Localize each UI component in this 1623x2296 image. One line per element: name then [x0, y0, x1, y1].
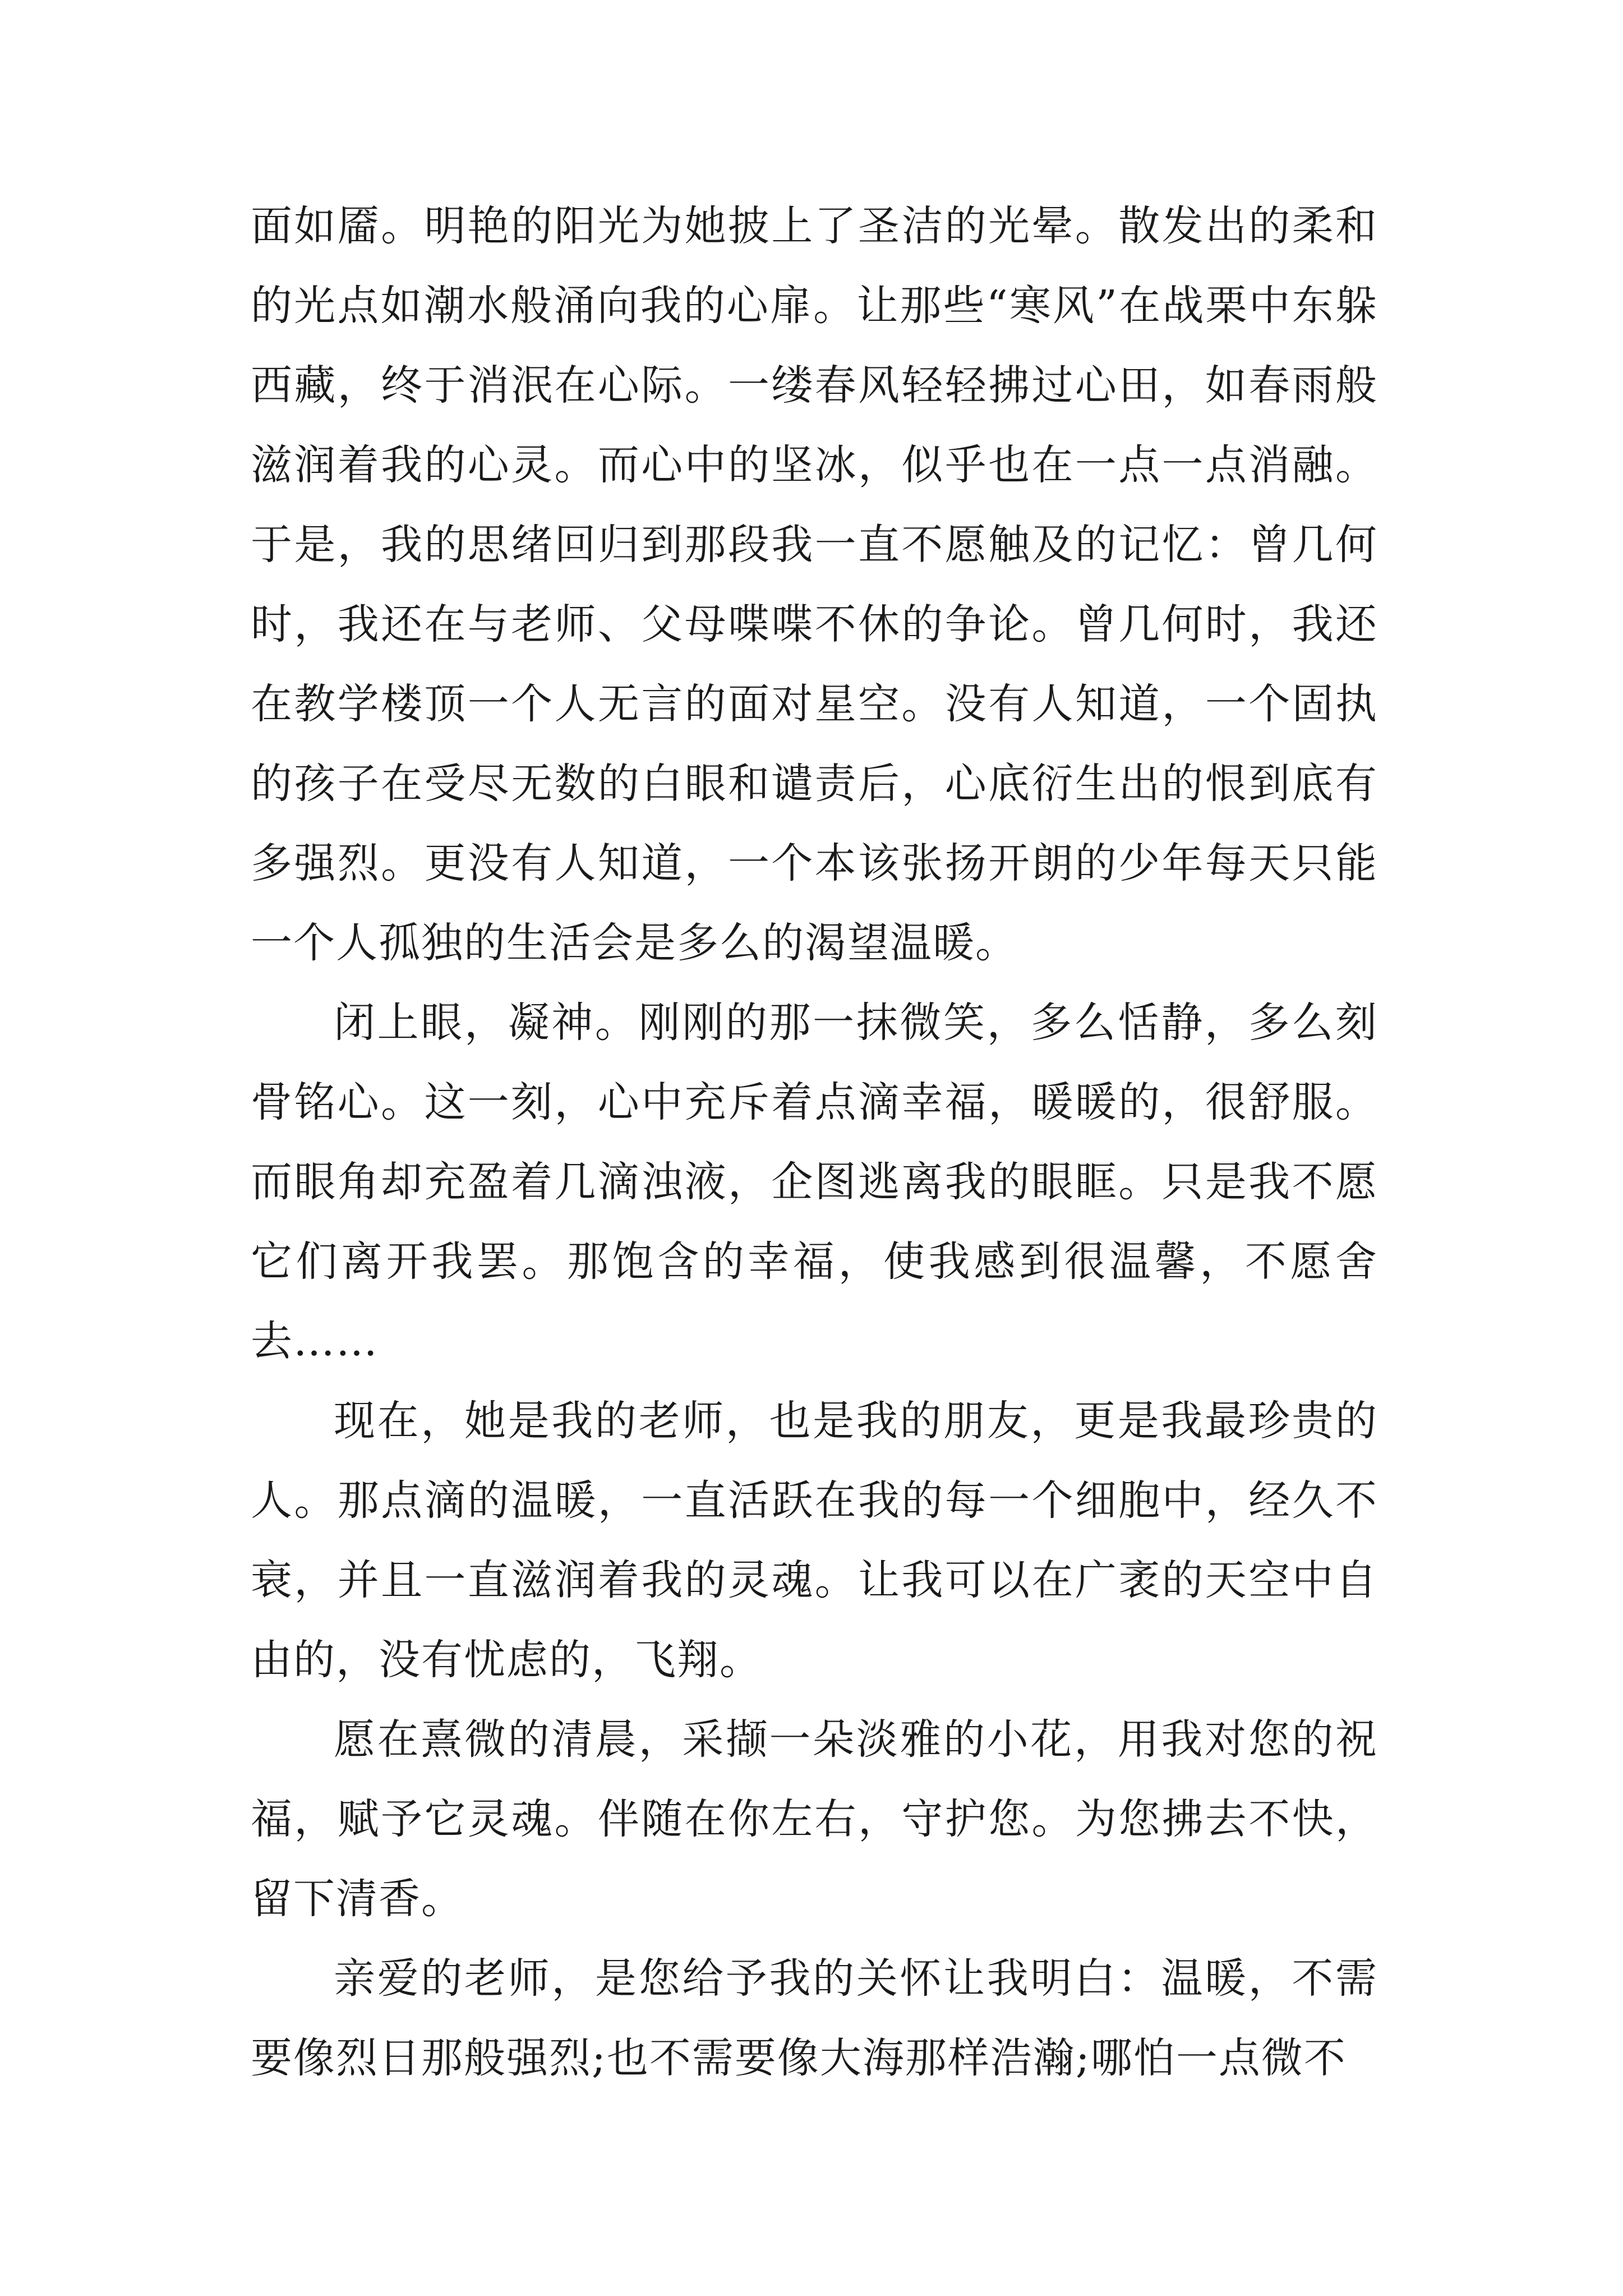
paragraph-5: 亲爱的老师，是您给予我的关怀让我明白：温暖，不需要像烈日那般强烈;也不需要像大海那样浩瀚;哪怕一点微不 [251, 1954, 1378, 2082]
document-body [251, 186, 1378, 2098]
paragraph-2: 闭上眼，凝神。刚刚的那一抹微笑，多么恬静，多么刻骨铭心。这一刻，心中充斥着点滴幸福，暖暖的，很舒服。而眼角却充盈着几滴浊液，企图逃离我的眼眶。只是我不愿它们离开我罢。那饱含的幸福，使我感到很温馨，不愿舍去…… [251, 999, 1378, 1365]
paragraph-4: 愿在熹微的清晨，采撷一朵淡雅的小花，用我对您的祝福，赋予它灵魂。伴随在你左右，守护您。为您拂去不快，留下清香。 [251, 1715, 1378, 1923]
paragraph-3: 现在，她是我的老师，也是我的朋友，更是我最珍贵的人。那点滴的温暖，一直活跃在我的每一个细胞中，经久不衰，并且一直滋润着我的灵魂。让我可以在广袤的天空中自由的，没有忧虑的，飞翔。 [251, 1397, 1378, 1684]
paragraph-1: 面如靥。明艳的阳光为她披上了圣洁的光晕。散发出的柔和的光点如潮水般涌向我的心扉。让那些“寒风”在战栗中东躲西藏，终于消泯在心际。一缕春风轻轻拂过心田，如春雨般滋润着我的心灵。而心中的坚冰，似乎也在一点一点消融。于是，我的思绪回归到那段我一直不愿触及的记忆：曾几何时，我还在与老师、父母喋喋不休的争论。曾几何时，我还在教学楼顶一个人无言的面对星空。没有人知道，一个固执的孩子在受尽无数的白眼和谴责后，心底衍生出的恨到底有多强烈。更没有人知道，一个本该张扬开朗的少年每天只能一个人孤独的生活会是多么的渴望温暖。 [251, 202, 1378, 967]
